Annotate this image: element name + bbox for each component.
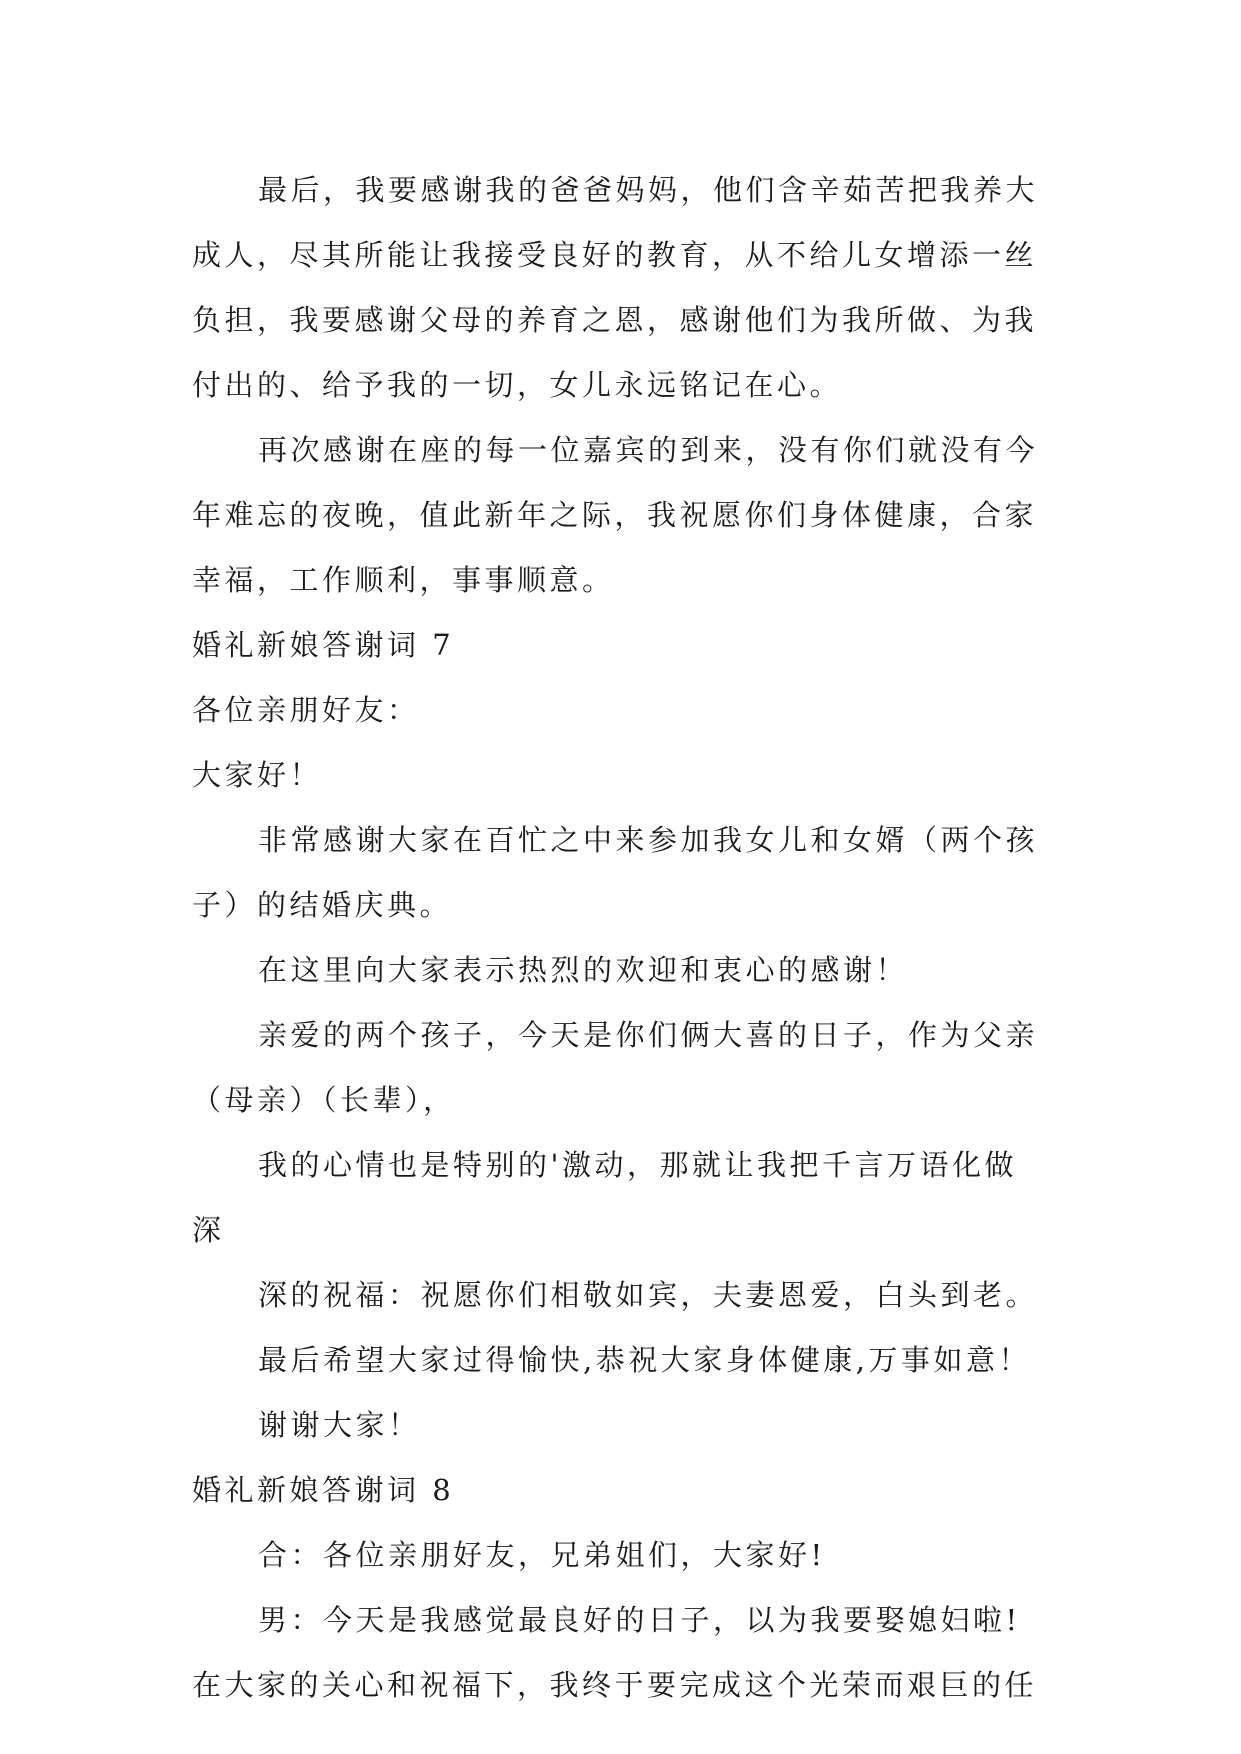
text-line: 亲爱的两个孩子，今天是你们俩大喜的日子，作为父亲 — [258, 1018, 1039, 1052]
text-line: 幸福，工作顺利，事事顺意。 — [192, 563, 615, 597]
text-line: 深 — [192, 1213, 225, 1247]
text-line: 在这里向大家表示热烈的欢迎和衷心的感谢！ — [258, 953, 909, 987]
text-line: 大家好！ — [192, 758, 323, 792]
text-line: 年难忘的夜晚，值此新年之际，我祝愿你们身体健康，合家 — [192, 498, 1038, 532]
text-line: 男：今天是我感觉最良好的日子，以为我要娶媳妇啦! — [258, 1603, 1021, 1637]
text-line: 深的祝福：祝愿你们相敬如宾，夫妻恩爱，白头到老。 — [258, 1278, 1039, 1312]
text-line: 最后，我要感谢我的爸爸妈妈，他们含辛茹苦把我养大 — [258, 173, 1039, 207]
text-line: 合：各位亲朋好友，兄弟姐们，大家好! — [258, 1538, 826, 1572]
text-line: 最后希望大家过得愉快,恭祝大家身体健康,万事如意！ — [258, 1343, 1031, 1377]
text-line: 再次感谢在座的每一位嘉宾的到来，没有你们就没有今 — [258, 433, 1039, 467]
text-line: 我的心情也是特别的'激动，那就让我把千言万语化做 — [258, 1148, 1017, 1182]
text-line: 各位亲朋好友： — [192, 693, 420, 727]
text-line: （母亲）（长辈）， — [192, 1083, 456, 1117]
document-body — [192, 158, 1072, 1718]
text-line: 付出的、给予我的一切，女儿永远铭记在心。 — [192, 368, 843, 402]
text-line: 负担，我要感谢父母的养育之恩，感谢他们为我所做、为我 — [192, 303, 1038, 337]
text-line: 成人，尽其所能让我接受良好的教育，从不给儿女增添一丝 — [192, 238, 1038, 272]
text-line: 非常感谢大家在百忙之中来参加我女儿和女婿（两个孩 — [258, 823, 1039, 857]
text-line: 婚礼新娘答谢词 7 — [192, 628, 455, 662]
text-line: 子）的结婚庆典。 — [192, 888, 453, 922]
text-line: 在大家的关心和祝福下，我终于要完成这个光荣而艰巨的任 — [192, 1668, 1038, 1702]
text-line: 谢谢大家！ — [258, 1408, 421, 1442]
text-line: 婚礼新娘答谢词 8 — [192, 1473, 455, 1507]
